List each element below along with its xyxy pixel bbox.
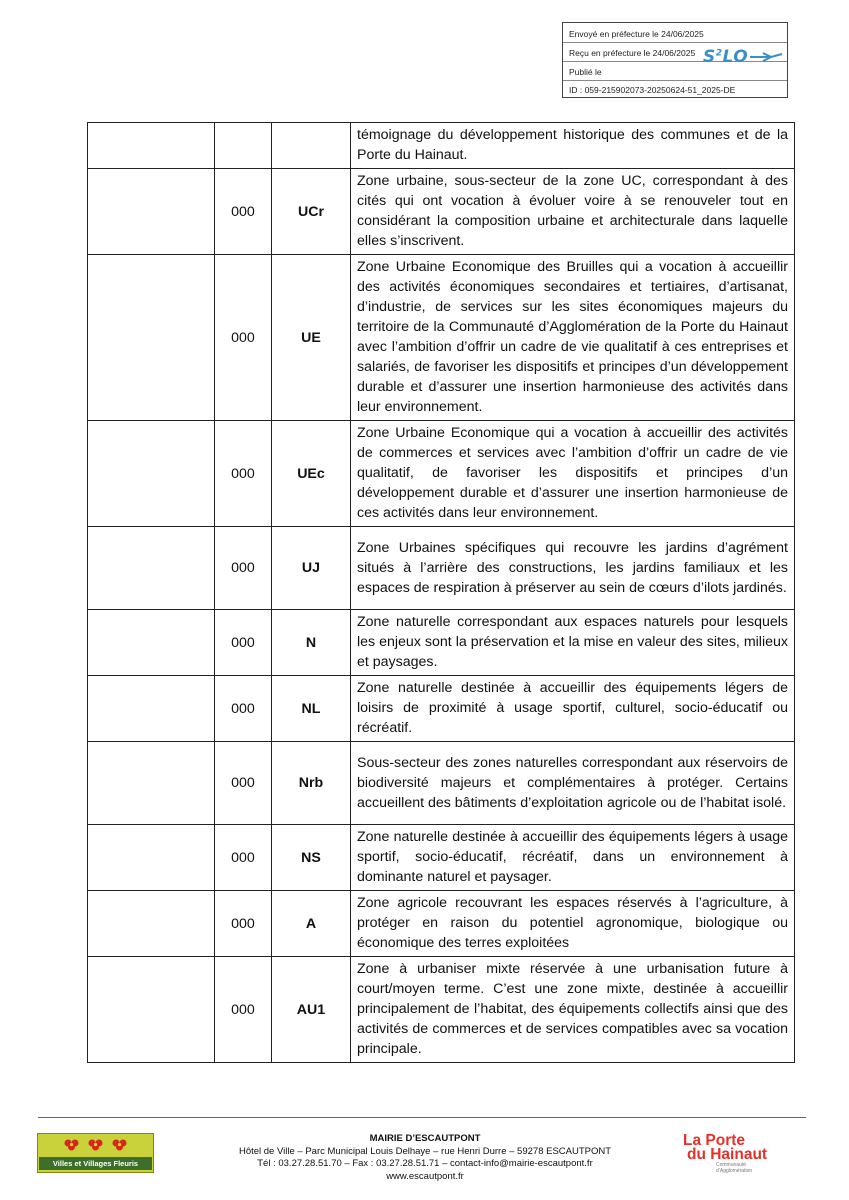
zone-label: UEc (272, 421, 351, 527)
zone-row (88, 421, 795, 527)
stamp-divider (563, 42, 787, 43)
stamp-published: Publié le (569, 67, 602, 77)
zone-label: NS (272, 825, 351, 891)
empty-cell (88, 169, 215, 255)
zone-row (88, 742, 795, 825)
zone-code: 000 (215, 957, 272, 1063)
zone-code: 000 (215, 742, 272, 825)
villes-villages-fleuris-logo (37, 1133, 154, 1173)
zone-description: Zone Urbaines spécifiques qui recouvre les jardins d’agrément situés à l’arrière des constructions, les jardins familiaux et les espaces de respiration à préserver au sein de cœurs d’ilots jardinés. (351, 527, 795, 610)
zone-code: 000 (215, 527, 272, 610)
zone-label: UJ (272, 527, 351, 610)
logo-subtitle: Communauté d’Agglomération (716, 1162, 753, 1174)
zone-code (215, 123, 272, 169)
zone-row (88, 957, 795, 1063)
footer-divider (38, 1117, 806, 1118)
empty-cell (88, 123, 215, 169)
zone-code: 000 (215, 825, 272, 891)
zone-label: N (272, 610, 351, 676)
empty-cell (88, 825, 215, 891)
empty-cell (88, 742, 215, 825)
zone-description: Zone Urbaine Economique qui a vocation à accueillir des activités de commerces et services avec l’ambition d’offrir un cadre de vie qualitatif, de favoriser les dispositifs et principes d’un développement durable et d’assurer une insertion harmonieuse de ces activités dans leur environnement. (351, 421, 795, 527)
stamp-divider (563, 80, 787, 81)
flower-icon (88, 1138, 103, 1151)
empty-cell (88, 891, 215, 957)
empty-cell (88, 676, 215, 742)
zone-code: 000 (215, 169, 272, 255)
mairie-website[interactable]: www.escautpont.fr (386, 1170, 464, 1182)
badge-label: Villes et Villages Fleuris (39, 1157, 152, 1170)
zone-row (88, 676, 795, 742)
mairie-contact: Tél : 03.27.28.51.70 – Fax : 03.27.28.51.71 – contact-info@mairie-escautpont.fr (257, 1158, 593, 1169)
empty-cell (88, 957, 215, 1063)
empty-cell (88, 527, 215, 610)
stamp-sent-date: Envoyé en préfecture le 24/06/2025 (569, 29, 704, 39)
zone-row (88, 610, 795, 676)
zone-label: NL (272, 676, 351, 742)
empty-cell (88, 255, 215, 421)
zone-code: 000 (215, 421, 272, 527)
empty-cell (88, 421, 215, 527)
stamp-received-date: Reçu en préfecture le 24/06/2025 (569, 48, 696, 58)
mairie-address-block (200, 1133, 650, 1183)
zone-description: Zone à urbaniser mixte réservée à une urbanisation future à court/moyen terme. C’est une zone mixte, destinée à accueillir principalement de l’habitat, des équipements collectifs ainsi que des activités de commerces et de services compatibles avec sa vocation principale. (351, 957, 795, 1063)
empty-cell (88, 610, 215, 676)
zone-row (88, 527, 795, 610)
zone-label: A (272, 891, 351, 957)
logo-line-1: La Porte (683, 1132, 746, 1149)
zone-label (272, 123, 351, 169)
zone-label: Nrb (272, 742, 351, 825)
zone-table (87, 122, 795, 1063)
zone-description: Zone urbaine, sous-secteur de la zone UC, correspondant à des cités qui ont vocation à évoluer voire à se renouveler tout en considérant la composition urbaine et architecturale dans laquelle elles s’inscrivent. (351, 169, 795, 255)
slo-logo: $S^2LO$ (703, 47, 783, 67)
zone-row (88, 169, 795, 255)
zone-description: Zone Urbaine Economique des Bruilles qui a vocation à accueillir des activités économiques secondaires et tertiaires, d’artisanat, d’industrie, de services sur les sites économiques majeurs du territoire de la Communauté d’Agglomération de la Porte du Hainaut avec l’ambition d’offrir un cadre de vie qualitatif à ces entreprises et salariés, de favoriser les dispositifs et principes d’un développement durable et d’assurer une insertion harmonieuse des activités dans leur environnement. (351, 255, 795, 421)
stamp-id: ID : 059-215902073-20250624-51_2025-DE (569, 85, 736, 95)
zone-code: 000 (215, 676, 272, 742)
logo-line-2: du Hainaut (687, 1146, 768, 1163)
zone-row (88, 825, 795, 891)
mairie-title: MAIRIE D’ESCAUTPONT (369, 1133, 481, 1144)
zone-row (88, 123, 795, 169)
zone-label: AU1 (272, 957, 351, 1063)
flower-icon (112, 1138, 127, 1151)
zone-row (88, 891, 795, 957)
zone-code: 000 (215, 891, 272, 957)
zone-description: témoignage du développement historique des communes et de la Porte du Hainaut. (351, 123, 795, 169)
zone-description: Zone naturelle correspondant aux espaces naturels pour lesquels les enjeux sont la préservation et la mise en valeur des sites, milieux et paysages. (351, 610, 795, 676)
zone-description: Zone naturelle destinée à accueillir des équipements légers de loisirs de proximité à usage sportif, culturel, socio-éducatif ou récréatif. (351, 676, 795, 742)
prefecture-stamp (562, 22, 788, 98)
flower-icon (64, 1138, 79, 1151)
zone-description: Sous-secteur des zones naturelles correspondant aux réservoirs de biodiversité majeurs et complémentaires à protéger. Certains accueillent des bâtiments d’exploitation agricole ou de l’habitat isolé. (351, 742, 795, 825)
zone-code: 000 (215, 255, 272, 421)
zone-code: 000 (215, 610, 272, 676)
porte-du-hainaut-logo (683, 1134, 783, 1178)
zone-label: UCr (272, 169, 351, 255)
zone-description: Zone naturelle destinée à accueillir des équipements légers à usage sportif, socio-éducatif, récréatif, dans un environnement à dominante naturel et paysager. (351, 825, 795, 891)
mairie-address: Hôtel de Ville – Parc Municipal Louis Delhaye – rue Henri Durre – 59278 ESCAUTPONT (238, 1145, 612, 1157)
zone-description: Zone agricole recouvrant les espaces réservés à l’agriculture, à protéger en raison du potentiel agronomique, biologique ou économique des terres exploitées (351, 891, 795, 957)
zone-label: UE (272, 255, 351, 421)
zone-row (88, 255, 795, 421)
